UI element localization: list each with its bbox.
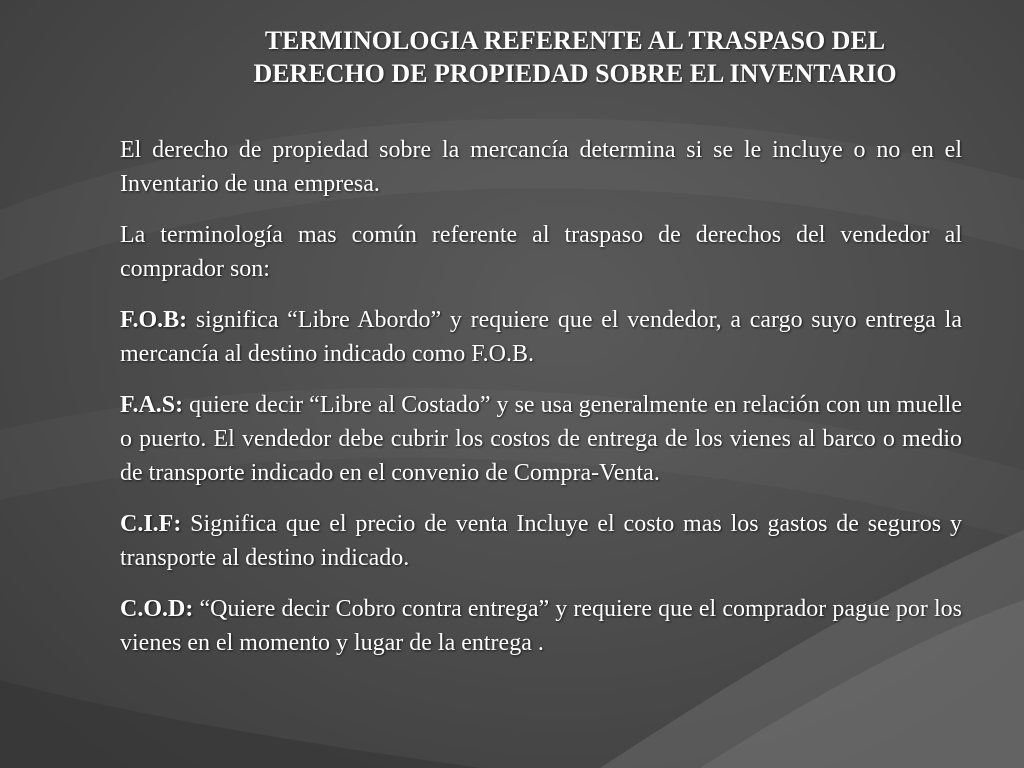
term-paragraph-cod [120,592,962,660]
intro-paragraph-terminology: La terminología mas común referente al traspaso de derechos del vendedor al comprador son: [120,222,962,282]
slide-title-line-2: DERECHO DE PROPIEDAD SOBRE EL INVENTARIO [253,59,897,88]
term-paragraph-fas [120,388,962,490]
background-curve-bottom-left [0,680,480,768]
term-label-fob: F.O.B: [120,307,188,333]
intro-paragraph-ownership: El derecho de propiedad sobre la mercancía determina si se le incluye o no en el Inventario de una empresa. [120,137,962,197]
term-label-cod: C.O.D: [120,596,194,622]
term-label-fas: F.A.S: [120,392,184,418]
slide-title-line-1: TERMINOLOGIA REFERENTE AL TRASPASO DEL [264,26,886,55]
term-paragraph-fob [120,303,962,371]
term-paragraph-cif [120,507,962,575]
term-definition-fob: significa “Libre Abordo” y requiere que el vendedor, a cargo suyo entrega la mercancía al destino indicado como F.O.B. [120,307,962,367]
term-definition-fas: quiere decir “Libre al Costado” y se usa generalmente en relación con un muelle o puerto. El vendedor debe cubrir los costos de entrega de los vienes al barco o medio de transporte indicado en el convenio de Compra-Venta. [120,392,962,486]
term-definition-cod: “Quiere decir Cobro contra entrega” y requiere que el comprador pague por los vienes en el momento y lugar de la entrega . [120,596,962,656]
term-definition-cif: Significa que el precio de venta Incluye el costo mas los gastos de seguros y transporte al destino indicado. [120,511,962,571]
slide-body [120,133,962,677]
term-label-cif: C.I.F: [120,511,182,537]
slide-title [160,24,990,90]
